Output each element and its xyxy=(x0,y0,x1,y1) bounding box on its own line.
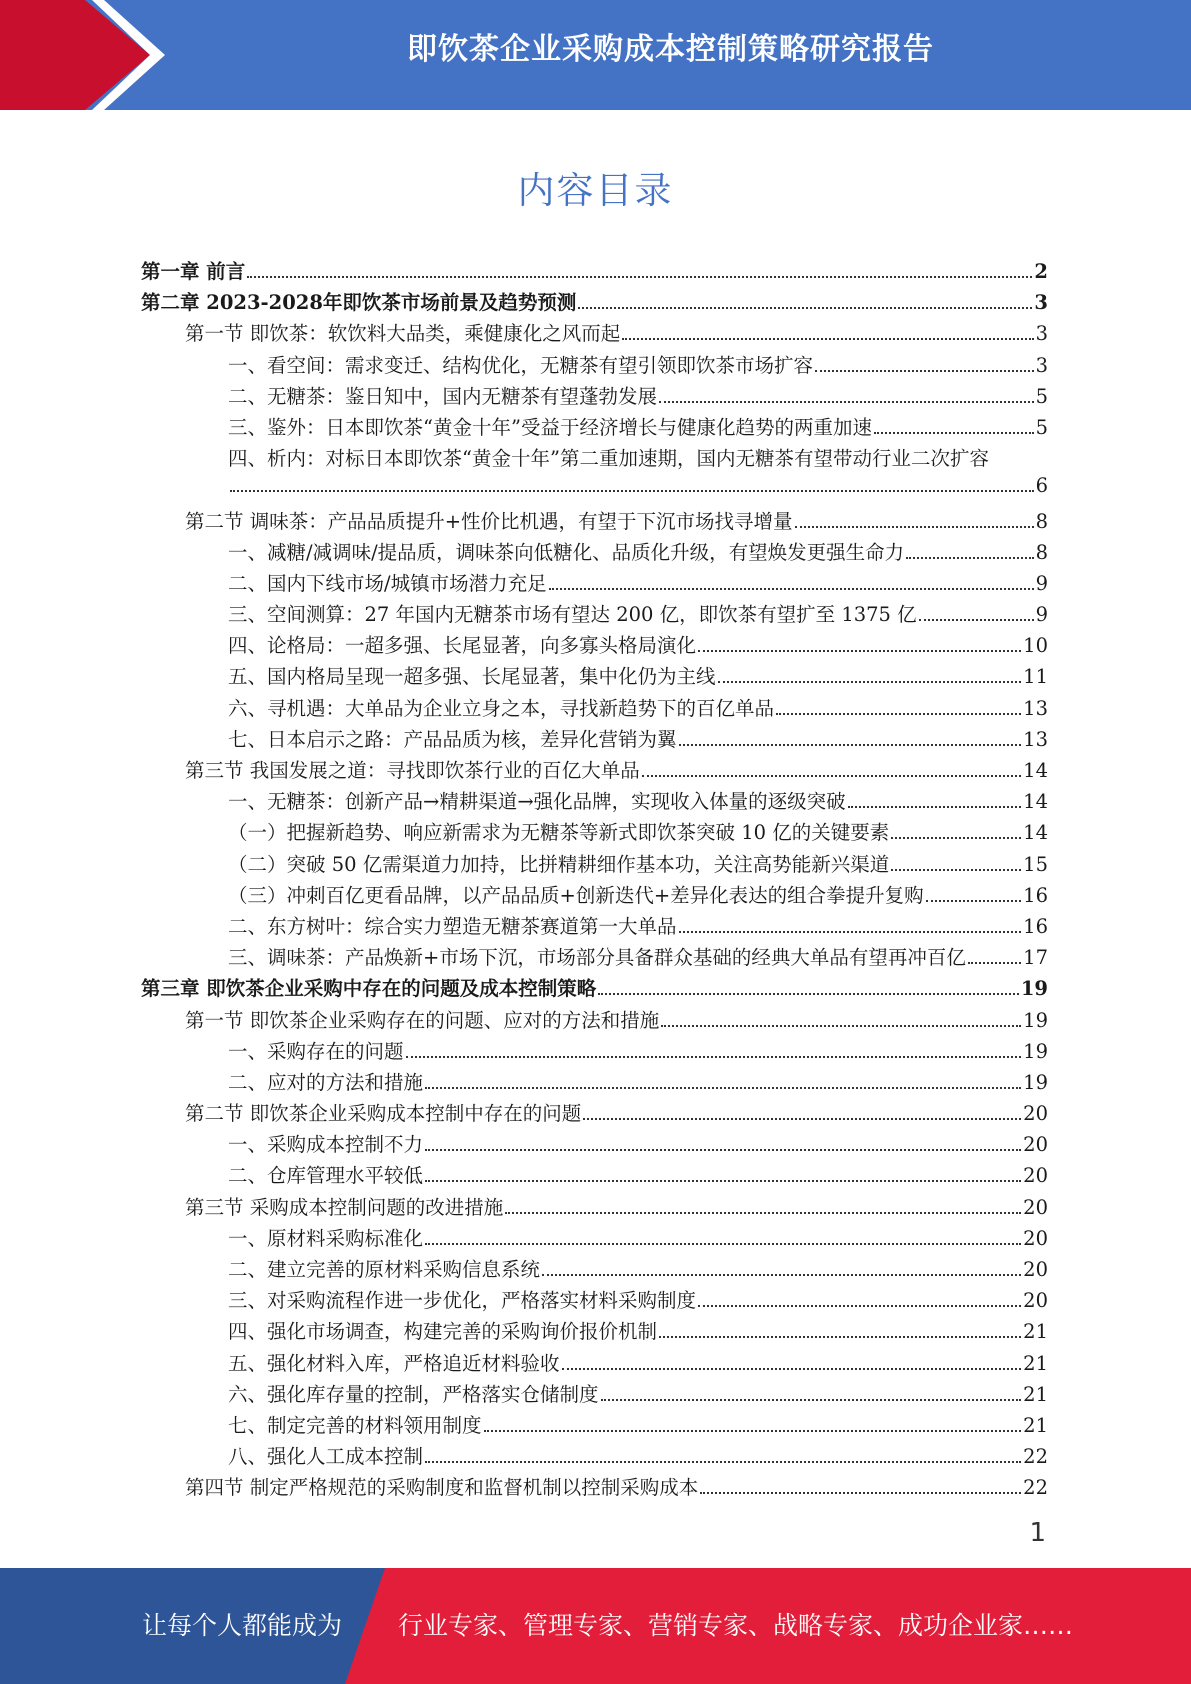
toc-entry-page: 20 xyxy=(1023,1164,1048,1188)
toc-entry[interactable] xyxy=(141,849,1048,880)
toc-entry-page: 19 xyxy=(1023,1070,1048,1094)
toc-entry[interactable] xyxy=(141,786,1048,817)
toc-entry-page: 14 xyxy=(1023,759,1048,782)
toc-entry-title: 第二章 2023-2028年即饮茶市场前景及趋势预测 xyxy=(141,291,577,315)
toc-entry-page: 19 xyxy=(1020,977,1048,1001)
toc-entry-page: 21 xyxy=(1023,1413,1048,1437)
toc-entry-page: 20 xyxy=(1023,1226,1048,1250)
toc-entry-title: 二、东方树叶：综合实力塑造无糖茶赛道第一大单品 xyxy=(228,914,677,938)
toc-entry[interactable] xyxy=(141,287,1048,318)
toc-dot-leader xyxy=(542,1274,1021,1276)
toc-entry-title: 三、调味茶：产品焕新+市场下沉，市场部分具备群众基础的经典大单品有望再冲百亿 xyxy=(228,946,966,970)
toc-entry[interactable] xyxy=(141,1067,1048,1098)
toc-entry-page: 19 xyxy=(1023,1008,1048,1032)
toc-entry-page: 5 xyxy=(1035,415,1048,439)
toc-entry-title: 一、减糖/减调味/提品质，调味茶向低糖化、品质化升级，有望焕发更强生命力 xyxy=(228,540,905,564)
toc-dot-leader xyxy=(698,650,1021,652)
toc-entry[interactable] xyxy=(141,537,1048,568)
toc-entry-title: 一、看空间：需求变迁、结构优化，无糖茶有望引领即饮茶市场扩容 xyxy=(228,353,814,377)
page-footer xyxy=(0,1568,1191,1684)
toc-entry[interactable] xyxy=(141,443,1048,474)
toc-entry[interactable] xyxy=(141,880,1048,911)
toc-heading: 内容目录 xyxy=(517,169,674,212)
toc-entry[interactable] xyxy=(141,942,1048,973)
toc-dot-leader xyxy=(484,1430,1022,1432)
page-header xyxy=(0,0,1191,110)
toc-dot-leader xyxy=(815,370,1034,372)
toc-dot-leader xyxy=(247,276,1032,278)
toc-entry[interactable] xyxy=(141,973,1048,1004)
toc-entry[interactable] xyxy=(141,474,1048,505)
toc-entry-title: 二、仓库管理水平较低 xyxy=(228,1164,424,1188)
toc-dot-leader xyxy=(661,1025,1021,1027)
toc-dot-leader xyxy=(659,401,1034,403)
toc-entry-page: 8 xyxy=(1035,509,1048,533)
toc-entry-title: 二、应对的方法和措施 xyxy=(228,1070,424,1094)
table-of-contents xyxy=(141,256,1048,1504)
toc-entry[interactable] xyxy=(141,318,1048,349)
toc-entry[interactable] xyxy=(141,1036,1048,1067)
toc-entry-page: 5 xyxy=(1035,384,1048,408)
toc-entry-title: 三、鉴外：日本即饮茶“黄金十年”受益于经济增长与健康化趋势的两重加速 xyxy=(228,415,872,439)
toc-entry[interactable] xyxy=(141,1410,1048,1441)
toc-dot-leader xyxy=(642,775,1021,777)
toc-dot-leader xyxy=(406,1056,1022,1058)
toc-dot-leader xyxy=(795,526,1034,528)
toc-entry[interactable] xyxy=(141,1316,1048,1347)
toc-dot-leader xyxy=(578,307,1032,309)
toc-entry[interactable] xyxy=(141,599,1048,630)
toc-entry-page: 11 xyxy=(1023,665,1048,689)
footer-slogan-left: 让每个人都能成为 xyxy=(142,1611,343,1640)
toc-entry[interactable] xyxy=(141,381,1048,412)
toc-entry-page: 13 xyxy=(1023,727,1048,751)
toc-entry-title: 第一节 即饮茶企业采购存在的问题、应对的方法和措施 xyxy=(185,1008,660,1032)
toc-entry-title: 七、制定完善的材料领用制度 xyxy=(228,1413,482,1437)
toc-dot-leader xyxy=(598,993,1019,995)
toc-entry-page: 17 xyxy=(1023,946,1048,970)
toc-entry[interactable] xyxy=(141,724,1048,755)
toc-entry[interactable] xyxy=(141,1223,1048,1254)
toc-entry[interactable] xyxy=(141,1379,1048,1410)
toc-entry-page: 20 xyxy=(1023,1258,1048,1281)
toc-entry-title: 第三节 采购成本控制问题的改进措施 xyxy=(185,1195,504,1219)
toc-entry-title: 一、原材料采购标准化 xyxy=(228,1226,424,1250)
toc-dot-leader xyxy=(622,338,1033,340)
toc-entry-title: 四、强化市场调查，构建完善的采购询价报价机制 xyxy=(228,1320,658,1344)
toc-entry-page: 3 xyxy=(1035,353,1048,377)
toc-entry-page: 20 xyxy=(1023,1195,1048,1219)
toc-dot-leader xyxy=(562,1368,1022,1370)
page-number: 1 xyxy=(1029,1518,1046,1548)
toc-entry-page: 9 xyxy=(1035,571,1048,595)
toc-entry[interactable] xyxy=(141,817,1048,848)
toc-dot-leader xyxy=(679,931,1022,933)
toc-entry-page: 20 xyxy=(1023,1102,1048,1126)
toc-entry[interactable] xyxy=(141,1472,1048,1503)
toc-entry-page: 19 xyxy=(1023,1039,1048,1063)
toc-entry-title: 五、国内格局呈现一超多强、长尾显著，集中化仍为主线 xyxy=(228,665,716,689)
toc-entry-title: 三、对采购流程作进一步优化，严格落实材料采购制度 xyxy=(228,1289,697,1313)
toc-dot-leader xyxy=(583,1118,1021,1120)
toc-entry-title: 一、采购成本控制不力 xyxy=(228,1133,424,1157)
toc-entry-page: 6 xyxy=(1035,474,1048,498)
toc-entry[interactable] xyxy=(141,911,1048,942)
toc-entry-page: 15 xyxy=(1023,852,1048,876)
toc-entry-title: 二、国内下线市场/城镇市场潜力充足 xyxy=(228,571,547,595)
toc-entry-title: 七、日本启示之路：产品品质为核，差异化营销为翼 xyxy=(228,727,677,751)
toc-entry-page: 8 xyxy=(1035,540,1048,564)
toc-entry[interactable] xyxy=(141,1348,1048,1379)
toc-entry-title: 二、建立完善的原材料采购信息系统 xyxy=(228,1258,541,1281)
toc-entry[interactable] xyxy=(141,412,1048,443)
toc-dot-leader xyxy=(679,744,1022,746)
toc-entry-title: 第三节 我国发展之道：寻找即饮茶行业的百亿大单品 xyxy=(185,759,640,782)
toc-dot-leader xyxy=(425,1461,1021,1463)
toc-entry-title: 二、无糖茶：鉴日知中，国内无糖茶有望蓬勃发展 xyxy=(228,384,658,408)
toc-entry-page: 22 xyxy=(1023,1445,1048,1469)
toc-dot-leader xyxy=(891,869,1021,871)
toc-entry-page: 21 xyxy=(1023,1351,1048,1375)
toc-dot-leader xyxy=(919,619,1034,621)
toc-entry[interactable] xyxy=(141,755,1048,786)
toc-dot-leader xyxy=(659,1336,1021,1338)
toc-entry-title: 六、寻机遇：大单品为企业立身之本，寻找新趋势下的百亿单品 xyxy=(228,696,775,720)
toc-entry-title: 八、强化人工成本控制 xyxy=(228,1445,424,1469)
toc-entry-title: 第二节 调味茶：产品品质提升+性价比机遇，有望于下沉市场找寻增量 xyxy=(185,509,793,533)
toc-dot-leader xyxy=(425,1180,1021,1182)
toc-dot-leader xyxy=(968,962,1021,964)
toc-entry[interactable] xyxy=(141,1254,1048,1285)
toc-entry-page: 2 xyxy=(1034,260,1048,283)
toc-entry-page: 21 xyxy=(1023,1320,1048,1344)
toc-entry-title: 第一节 即饮茶：软饮料大品类，乘健康化之风而起 xyxy=(185,322,621,346)
toc-dot-leader xyxy=(549,588,1034,590)
toc-entry-title: （一）把握新趋势、响应新需求为无糖茶等新式即饮茶突破 10 亿的关键要素 xyxy=(228,821,890,845)
toc-dot-leader xyxy=(425,1243,1021,1245)
toc-dot-leader xyxy=(718,681,1022,683)
toc-entry-page: 16 xyxy=(1023,883,1048,907)
toc-entry[interactable] xyxy=(141,1441,1048,1472)
toc-entry-title: （三）冲刺百亿更看品牌，以产品品质+创新迭代+差异化表达的组合拳提升复购 xyxy=(228,883,924,907)
toc-dot-leader xyxy=(906,557,1033,559)
toc-entry-page: 20 xyxy=(1023,1133,1048,1157)
toc-entry[interactable] xyxy=(141,1160,1048,1191)
toc-entry-title: 四、析内：对标日本即饮茶“黄金十年”第二重加速期，国内无糖茶有望带动行业二次扩容 xyxy=(228,447,989,471)
toc-entry[interactable] xyxy=(141,1098,1048,1129)
toc-entry[interactable] xyxy=(141,256,1048,287)
toc-dot-leader xyxy=(926,900,1021,902)
report-title: 即饮茶企业采购成本控制策略研究报告 xyxy=(407,32,934,67)
toc-entry-title: 六、强化库存量的控制，严格落实仓储制度 xyxy=(228,1382,599,1406)
toc-entry[interactable] xyxy=(141,350,1048,381)
toc-entry-title: 四、论格局：一超多强、长尾显著，向多寡头格局演化 xyxy=(228,634,697,658)
toc-dot-leader xyxy=(776,713,1021,715)
toc-entry-title: 第二节 即饮茶企业采购成本控制中存在的问题 xyxy=(185,1102,582,1126)
toc-entry-page: 13 xyxy=(1023,696,1048,720)
toc-dot-leader xyxy=(874,432,1034,434)
toc-entry-page: 22 xyxy=(1023,1476,1048,1500)
toc-entry-page: 21 xyxy=(1023,1382,1048,1406)
footer-slogan-right: 行业专家、管理专家、营销专家、战略专家、成功企业家…… xyxy=(398,1611,1074,1640)
toc-entry-title: 第三章 即饮茶企业采购中存在的问题及成本控制策略 xyxy=(141,977,597,1001)
toc-entry-page: 16 xyxy=(1023,914,1048,938)
toc-entry[interactable] xyxy=(141,661,1048,692)
toc-dot-leader xyxy=(891,837,1021,839)
toc-entry[interactable] xyxy=(141,1129,1048,1160)
toc-entry-page: 3 xyxy=(1035,322,1048,346)
toc-entry[interactable] xyxy=(141,1192,1048,1223)
toc-dot-leader xyxy=(601,1399,1022,1401)
toc-entry-title: 第四节 制定严格规范的采购制度和监督机制以控制采购成本 xyxy=(185,1476,699,1500)
toc-dot-leader xyxy=(505,1212,1021,1214)
toc-entry[interactable] xyxy=(141,1285,1048,1316)
toc-entry-title: 一、采购存在的问题 xyxy=(228,1039,404,1063)
toc-entry-title: 第一章 前言 xyxy=(141,260,246,283)
toc-dot-leader xyxy=(230,490,1034,492)
toc-entry[interactable] xyxy=(141,693,1048,724)
toc-entry-title: 一、无糖茶：创新产品→精耕渠道→强化品牌，实现收入体量的逐级突破 xyxy=(228,790,846,814)
toc-entry[interactable] xyxy=(141,506,1048,537)
toc-entry-title: 三、空间测算：27 年国内无糖茶市场有望达 200 亿，即饮茶有望扩至 1375 亿 xyxy=(228,603,917,627)
toc-entry-title: 五、强化材料入库，严格追近材料验收 xyxy=(228,1351,560,1375)
toc-entry[interactable] xyxy=(141,568,1048,599)
toc-entry-page: 14 xyxy=(1023,790,1048,814)
toc-entry-page: 14 xyxy=(1023,821,1048,845)
toc-entry-title: （二）突破 50 亿需渠道力加持，比拼精耕细作基本功，关注高势能新兴渠道 xyxy=(228,852,890,876)
toc-entry[interactable] xyxy=(141,1005,1048,1036)
toc-dot-leader xyxy=(425,1087,1021,1089)
toc-entry-page: 10 xyxy=(1023,634,1048,658)
toc-dot-leader xyxy=(700,1492,1021,1494)
toc-entry-page: 9 xyxy=(1035,603,1048,627)
toc-dot-leader xyxy=(425,1149,1021,1151)
toc-dot-leader xyxy=(698,1305,1021,1307)
toc-entry[interactable] xyxy=(141,630,1048,661)
toc-dot-leader xyxy=(848,806,1021,808)
toc-entry-page: 3 xyxy=(1034,291,1048,315)
toc-entry-page: 20 xyxy=(1023,1289,1048,1313)
